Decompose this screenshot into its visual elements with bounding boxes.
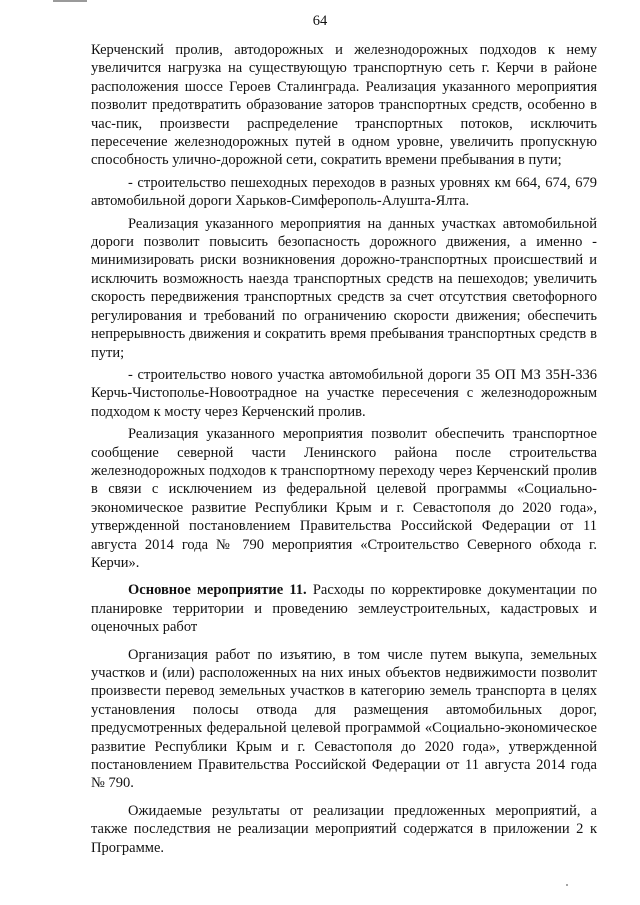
paragraph-continuation: Керченский пролив, автодорожных и железнодорожных подходов к нему увеличится нагрузка на существующую транспортную сеть г. Керчи в районе расположения шоссе Героев Сталинграда. Реализация указанного мероприятия позволит предотвратить образование заторов транспортных средств, особенно в час-пик, произвести распределение транспортных потоков, исключить пересечение железнодорожных путей в одном уровне, увеличить пропускную способность улично-дорожной сети, сократить времени пребывания в пути;: [91, 42, 597, 169]
paragraph-expected-results: Ожидаемые результаты от реализации предложенных мероприятий, а также последствия не реализации мероприятий содержатся в приложении 2 к Программе.: [91, 802, 597, 856]
main-activity-description: Расходы по корректировке документации по планировке территории и проведению землеустроительных, кадастровых и оценочных работ: [91, 582, 598, 636]
paragraph-bullet-new-road-section: - строительство нового участка автомобильной дороги 35 ОП МЗ 35Н-336 Керчь-Чистополье-Новоотрадное на участке пересечения с железнодорожным подходом к мосту через Керченский пролив.: [91, 366, 597, 420]
paragraph-bullet-pedestrian-crossings: - строительство пешеходных переходов в разных уровнях км 664, 674, 679 автомобильной дороги Харьков-Симферополь-Алушта-Ялта.: [91, 174, 597, 210]
paragraph-main-activity-11: [91, 581, 597, 636]
main-activity-heading: Основное мероприятие 11.: [128, 582, 307, 599]
paragraph-road-safety: Реализация указанного мероприятия на данных участках автомобильной дороги позволит повысить безопасность дорожного движения, а именно - минимизировать риски возникновения дорожно-транспортных происшествий и исключить возможность наезда транспортных средств на пешеходов; увеличить скорость передвижения транспортных средств за счет отсутствия светофорного регулирования и требований по ограничению скорости движения; обеспечить непрерывность движения и сократить время пребывания транспортных средств в пути;: [91, 215, 597, 361]
page-number: 64: [312, 13, 328, 29]
paragraph-land-acquisition: Организация работ по изъятию, в том числе путем выкупа, земельных участков и (или) расположенных на них иных объектов недвижимости позволит произвести перевод земельных участков в категорию земель транспорта в целях установления полосы отвода для размещения автомобильных дорог, предусмотренных федеральной целевой программой «Социально-экономическое развитие Республики Крым и г. Севастополя до 2020 года», утвержденной постановлением Правительства Российской Федерации от 11 августа 2014 года № 790.: [91, 646, 597, 792]
scan-dot-mark: [566, 884, 568, 886]
paragraph-transport-connection: Реализация указанного мероприятия позволит обеспечить транспортное сообщение северной части Ленинского района после строительства железнодорожных подходов к транспортному переходу через Керченский пролив в связи с исключением из федеральной целевой программы «Социально-экономическое развитие Республики Крым и г. Севастополя до 2020 года», утвержденной постановлением Правительства Российской Федерации от 11 августа 2014 года № 790 мероприятия «Строительство Северного обхода г. Керчи».: [91, 426, 597, 571]
scan-corner-mark: [53, 0, 87, 2]
document-body: [91, 41, 597, 857]
